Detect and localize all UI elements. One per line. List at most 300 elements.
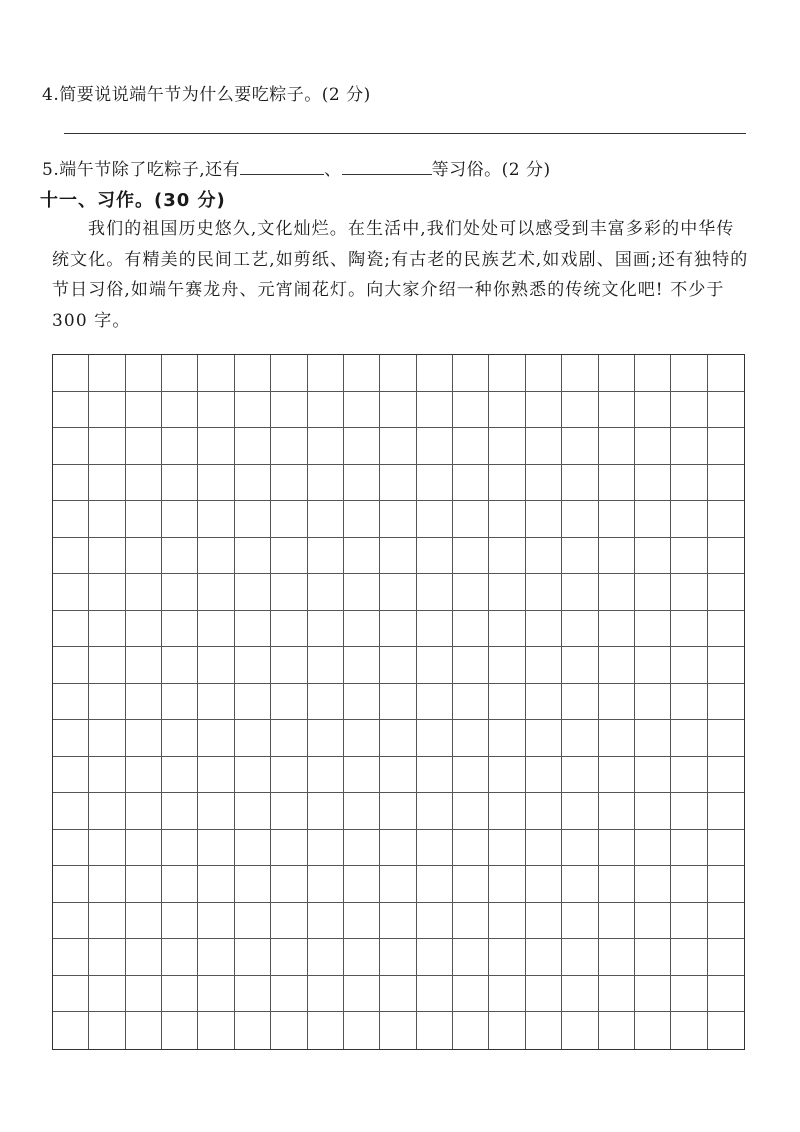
grid-cell[interactable]: [271, 976, 307, 1013]
question-5-blank-2[interactable]: [342, 158, 432, 175]
grid-cell[interactable]: [635, 976, 671, 1013]
grid-cell[interactable]: [89, 465, 125, 502]
grid-cell[interactable]: [380, 793, 416, 830]
grid-cell[interactable]: [489, 939, 525, 976]
grid-cell[interactable]: [198, 976, 234, 1013]
grid-cell[interactable]: [162, 976, 198, 1013]
grid-cell[interactable]: [635, 538, 671, 575]
grid-cell[interactable]: [562, 355, 598, 392]
grid-cell[interactable]: [453, 428, 489, 465]
grid-cell[interactable]: [526, 793, 562, 830]
grid-cell[interactable]: [708, 1012, 744, 1049]
grid-cell[interactable]: [198, 428, 234, 465]
grid-cell[interactable]: [308, 757, 344, 794]
grid-cell[interactable]: [198, 830, 234, 867]
grid-cell[interactable]: [562, 866, 598, 903]
grid-cell[interactable]: [708, 501, 744, 538]
grid-cell[interactable]: [271, 611, 307, 648]
grid-cell[interactable]: [417, 866, 453, 903]
grid-cell[interactable]: [308, 793, 344, 830]
grid-cell[interactable]: [126, 720, 162, 757]
grid-cell[interactable]: [526, 392, 562, 429]
grid-cell[interactable]: [562, 392, 598, 429]
grid-cell[interactable]: [53, 538, 89, 575]
grid-cell[interactable]: [489, 757, 525, 794]
grid-cell[interactable]: [489, 684, 525, 721]
grid-cell[interactable]: [271, 793, 307, 830]
grid-cell[interactable]: [344, 903, 380, 940]
grid-cell[interactable]: [562, 757, 598, 794]
grid-cell[interactable]: [162, 757, 198, 794]
grid-cell[interactable]: [89, 428, 125, 465]
grid-cell[interactable]: [526, 939, 562, 976]
grid-cell[interactable]: [344, 720, 380, 757]
grid-cell[interactable]: [635, 465, 671, 502]
grid-cell[interactable]: [53, 866, 89, 903]
question-5-blank-1[interactable]: [240, 158, 324, 175]
grid-cell[interactable]: [53, 720, 89, 757]
grid-cell[interactable]: [53, 684, 89, 721]
grid-cell[interactable]: [380, 757, 416, 794]
grid-cell[interactable]: [671, 355, 707, 392]
grid-cell[interactable]: [344, 866, 380, 903]
grid-cell[interactable]: [162, 392, 198, 429]
grid-cell[interactable]: [671, 976, 707, 1013]
question-4-answer-line[interactable]: [64, 133, 746, 134]
grid-cell[interactable]: [162, 465, 198, 502]
grid-cell[interactable]: [417, 976, 453, 1013]
grid-cell[interactable]: [708, 720, 744, 757]
grid-cell[interactable]: [417, 574, 453, 611]
grid-cell[interactable]: [417, 684, 453, 721]
grid-cell[interactable]: [126, 684, 162, 721]
grid-cell[interactable]: [235, 903, 271, 940]
grid-cell[interactable]: [53, 611, 89, 648]
grid-cell[interactable]: [562, 538, 598, 575]
grid-cell[interactable]: [599, 574, 635, 611]
grid-cell[interactable]: [308, 355, 344, 392]
grid-cell[interactable]: [599, 903, 635, 940]
grid-cell[interactable]: [562, 574, 598, 611]
grid-cell[interactable]: [526, 647, 562, 684]
grid-cell[interactable]: [417, 428, 453, 465]
grid-cell[interactable]: [126, 1012, 162, 1049]
grid-cell[interactable]: [162, 903, 198, 940]
grid-cell[interactable]: [671, 465, 707, 502]
grid-cell[interactable]: [599, 684, 635, 721]
grid-cell[interactable]: [599, 501, 635, 538]
grid-cell[interactable]: [635, 793, 671, 830]
grid-cell[interactable]: [53, 501, 89, 538]
grid-cell[interactable]: [453, 355, 489, 392]
grid-cell[interactable]: [126, 757, 162, 794]
grid-cell[interactable]: [198, 866, 234, 903]
grid-cell[interactable]: [308, 392, 344, 429]
grid-cell[interactable]: [89, 793, 125, 830]
grid-cell[interactable]: [526, 355, 562, 392]
grid-cell[interactable]: [489, 647, 525, 684]
grid-cell[interactable]: [599, 866, 635, 903]
grid-cell[interactable]: [380, 501, 416, 538]
grid-cell[interactable]: [417, 1012, 453, 1049]
grid-cell[interactable]: [380, 720, 416, 757]
grid-cell[interactable]: [562, 720, 598, 757]
grid-cell[interactable]: [344, 355, 380, 392]
grid-cell[interactable]: [453, 611, 489, 648]
grid-cell[interactable]: [308, 830, 344, 867]
grid-cell[interactable]: [162, 355, 198, 392]
grid-cell[interactable]: [198, 574, 234, 611]
grid-cell[interactable]: [489, 793, 525, 830]
grid-cell[interactable]: [599, 830, 635, 867]
grid-cell[interactable]: [708, 355, 744, 392]
grid-cell[interactable]: [89, 647, 125, 684]
grid-cell[interactable]: [708, 903, 744, 940]
grid-cell[interactable]: [380, 1012, 416, 1049]
grid-cell[interactable]: [453, 903, 489, 940]
grid-cell[interactable]: [635, 684, 671, 721]
grid-cell[interactable]: [671, 501, 707, 538]
grid-cell[interactable]: [417, 830, 453, 867]
grid-cell[interactable]: [526, 757, 562, 794]
grid-cell[interactable]: [708, 647, 744, 684]
grid-cell[interactable]: [53, 465, 89, 502]
grid-cell[interactable]: [235, 647, 271, 684]
grid-cell[interactable]: [708, 574, 744, 611]
grid-cell[interactable]: [417, 903, 453, 940]
grid-cell[interactable]: [708, 976, 744, 1013]
grid-cell[interactable]: [489, 976, 525, 1013]
grid-cell[interactable]: [562, 611, 598, 648]
grid-cell[interactable]: [489, 830, 525, 867]
grid-cell[interactable]: [489, 428, 525, 465]
grid-cell[interactable]: [344, 574, 380, 611]
grid-cell[interactable]: [344, 392, 380, 429]
grid-cell[interactable]: [53, 939, 89, 976]
grid-cell[interactable]: [562, 501, 598, 538]
grid-cell[interactable]: [489, 720, 525, 757]
grid-cell[interactable]: [380, 465, 416, 502]
grid-cell[interactable]: [599, 611, 635, 648]
grid-cell[interactable]: [235, 720, 271, 757]
grid-cell[interactable]: [417, 793, 453, 830]
grid-cell[interactable]: [671, 392, 707, 429]
grid-cell[interactable]: [308, 428, 344, 465]
grid-cell[interactable]: [235, 538, 271, 575]
grid-cell[interactable]: [708, 830, 744, 867]
grid-cell[interactable]: [562, 939, 598, 976]
grid-cell[interactable]: [271, 355, 307, 392]
grid-cell[interactable]: [453, 976, 489, 1013]
grid-cell[interactable]: [308, 574, 344, 611]
grid-cell[interactable]: [89, 574, 125, 611]
grid-cell[interactable]: [526, 684, 562, 721]
grid-cell[interactable]: [380, 392, 416, 429]
grid-cell[interactable]: [635, 903, 671, 940]
grid-cell[interactable]: [562, 903, 598, 940]
grid-cell[interactable]: [89, 1012, 125, 1049]
grid-cell[interactable]: [489, 392, 525, 429]
grid-cell[interactable]: [126, 428, 162, 465]
grid-cell[interactable]: [308, 684, 344, 721]
grid-cell[interactable]: [708, 392, 744, 429]
grid-cell[interactable]: [89, 866, 125, 903]
grid-cell[interactable]: [53, 830, 89, 867]
grid-cell[interactable]: [635, 611, 671, 648]
composition-grid[interactable]: [52, 354, 745, 1050]
grid-cell[interactable]: [599, 465, 635, 502]
grid-cell[interactable]: [198, 757, 234, 794]
grid-cell[interactable]: [635, 866, 671, 903]
grid-cell[interactable]: [162, 793, 198, 830]
grid-cell[interactable]: [708, 866, 744, 903]
grid-cell[interactable]: [453, 720, 489, 757]
grid-cell[interactable]: [198, 684, 234, 721]
grid-cell[interactable]: [198, 939, 234, 976]
grid-cell[interactable]: [271, 428, 307, 465]
grid-cell[interactable]: [126, 538, 162, 575]
grid-cell[interactable]: [308, 939, 344, 976]
grid-cell[interactable]: [708, 793, 744, 830]
grid-cell[interactable]: [344, 757, 380, 794]
grid-cell[interactable]: [198, 903, 234, 940]
grid-cell[interactable]: [453, 866, 489, 903]
grid-cell[interactable]: [235, 501, 271, 538]
grid-cell[interactable]: [162, 647, 198, 684]
grid-cell[interactable]: [271, 392, 307, 429]
grid-cell[interactable]: [89, 611, 125, 648]
grid-cell[interactable]: [708, 465, 744, 502]
grid-cell[interactable]: [126, 392, 162, 429]
grid-cell[interactable]: [635, 757, 671, 794]
grid-cell[interactable]: [599, 428, 635, 465]
grid-cell[interactable]: [453, 939, 489, 976]
grid-cell[interactable]: [380, 903, 416, 940]
grid-cell[interactable]: [599, 1012, 635, 1049]
grid-cell[interactable]: [126, 793, 162, 830]
grid-cell[interactable]: [526, 538, 562, 575]
grid-cell[interactable]: [235, 976, 271, 1013]
grid-cell[interactable]: [380, 611, 416, 648]
grid-cell[interactable]: [271, 720, 307, 757]
grid-cell[interactable]: [162, 538, 198, 575]
grid-cell[interactable]: [162, 428, 198, 465]
grid-cell[interactable]: [671, 866, 707, 903]
grid-cell[interactable]: [453, 392, 489, 429]
grid-cell[interactable]: [162, 684, 198, 721]
grid-cell[interactable]: [380, 976, 416, 1013]
grid-cell[interactable]: [271, 574, 307, 611]
grid-cell[interactable]: [562, 465, 598, 502]
grid-cell[interactable]: [489, 574, 525, 611]
grid-cell[interactable]: [671, 647, 707, 684]
grid-cell[interactable]: [308, 611, 344, 648]
grid-cell[interactable]: [162, 866, 198, 903]
grid-cell[interactable]: [526, 903, 562, 940]
grid-cell[interactable]: [162, 939, 198, 976]
grid-cell[interactable]: [53, 793, 89, 830]
grid-cell[interactable]: [671, 793, 707, 830]
grid-cell[interactable]: [89, 976, 125, 1013]
grid-cell[interactable]: [89, 501, 125, 538]
grid-cell[interactable]: [417, 757, 453, 794]
grid-cell[interactable]: [308, 720, 344, 757]
grid-cell[interactable]: [635, 720, 671, 757]
grid-cell[interactable]: [489, 611, 525, 648]
grid-cell[interactable]: [126, 465, 162, 502]
grid-cell[interactable]: [344, 684, 380, 721]
grid-cell[interactable]: [635, 574, 671, 611]
grid-cell[interactable]: [489, 1012, 525, 1049]
grid-cell[interactable]: [671, 538, 707, 575]
grid-cell[interactable]: [417, 465, 453, 502]
grid-cell[interactable]: [417, 355, 453, 392]
grid-cell[interactable]: [489, 465, 525, 502]
grid-cell[interactable]: [198, 647, 234, 684]
grid-cell[interactable]: [453, 501, 489, 538]
grid-cell[interactable]: [53, 428, 89, 465]
grid-cell[interactable]: [380, 538, 416, 575]
grid-cell[interactable]: [453, 538, 489, 575]
grid-cell[interactable]: [635, 830, 671, 867]
grid-cell[interactable]: [453, 574, 489, 611]
grid-cell[interactable]: [489, 501, 525, 538]
grid-cell[interactable]: [526, 428, 562, 465]
grid-cell[interactable]: [235, 392, 271, 429]
grid-cell[interactable]: [599, 392, 635, 429]
grid-cell[interactable]: [126, 939, 162, 976]
grid-cell[interactable]: [53, 647, 89, 684]
grid-cell[interactable]: [453, 684, 489, 721]
grid-cell[interactable]: [235, 793, 271, 830]
grid-cell[interactable]: [562, 1012, 598, 1049]
grid-cell[interactable]: [562, 830, 598, 867]
grid-cell[interactable]: [380, 355, 416, 392]
grid-cell[interactable]: [198, 720, 234, 757]
grid-cell[interactable]: [271, 501, 307, 538]
grid-cell[interactable]: [126, 611, 162, 648]
grid-cell[interactable]: [308, 647, 344, 684]
grid-cell[interactable]: [89, 903, 125, 940]
grid-cell[interactable]: [271, 465, 307, 502]
grid-cell[interactable]: [126, 903, 162, 940]
grid-cell[interactable]: [671, 757, 707, 794]
grid-cell[interactable]: [708, 757, 744, 794]
grid-cell[interactable]: [198, 538, 234, 575]
grid-cell[interactable]: [417, 538, 453, 575]
grid-cell[interactable]: [89, 392, 125, 429]
grid-cell[interactable]: [271, 757, 307, 794]
grid-cell[interactable]: [708, 684, 744, 721]
grid-cell[interactable]: [89, 684, 125, 721]
grid-cell[interactable]: [489, 903, 525, 940]
grid-cell[interactable]: [380, 647, 416, 684]
grid-cell[interactable]: [453, 793, 489, 830]
grid-cell[interactable]: [271, 647, 307, 684]
grid-cell[interactable]: [126, 501, 162, 538]
grid-cell[interactable]: [599, 355, 635, 392]
grid-cell[interactable]: [53, 392, 89, 429]
grid-cell[interactable]: [235, 684, 271, 721]
grid-cell[interactable]: [235, 830, 271, 867]
grid-cell[interactable]: [526, 830, 562, 867]
grid-cell[interactable]: [126, 830, 162, 867]
grid-cell[interactable]: [308, 903, 344, 940]
grid-cell[interactable]: [235, 866, 271, 903]
grid-cell[interactable]: [126, 574, 162, 611]
grid-cell[interactable]: [344, 611, 380, 648]
grid-cell[interactable]: [308, 1012, 344, 1049]
grid-cell[interactable]: [89, 939, 125, 976]
grid-cell[interactable]: [489, 538, 525, 575]
grid-cell[interactable]: [89, 830, 125, 867]
grid-cell[interactable]: [235, 355, 271, 392]
grid-cell[interactable]: [271, 684, 307, 721]
grid-cell[interactable]: [417, 939, 453, 976]
grid-cell[interactable]: [489, 866, 525, 903]
grid-cell[interactable]: [526, 866, 562, 903]
grid-cell[interactable]: [526, 465, 562, 502]
grid-cell[interactable]: [235, 611, 271, 648]
grid-cell[interactable]: [344, 647, 380, 684]
grid-cell[interactable]: [599, 538, 635, 575]
grid-cell[interactable]: [417, 647, 453, 684]
grid-cell[interactable]: [162, 611, 198, 648]
grid-cell[interactable]: [453, 647, 489, 684]
grid-cell[interactable]: [526, 501, 562, 538]
grid-cell[interactable]: [235, 428, 271, 465]
grid-cell[interactable]: [526, 611, 562, 648]
grid-cell[interactable]: [235, 465, 271, 502]
grid-cell[interactable]: [271, 1012, 307, 1049]
grid-cell[interactable]: [271, 538, 307, 575]
grid-cell[interactable]: [635, 501, 671, 538]
grid-cell[interactable]: [562, 428, 598, 465]
grid-cell[interactable]: [198, 355, 234, 392]
grid-cell[interactable]: [198, 1012, 234, 1049]
grid-cell[interactable]: [344, 939, 380, 976]
grid-cell[interactable]: [526, 574, 562, 611]
grid-cell[interactable]: [562, 647, 598, 684]
grid-cell[interactable]: [126, 976, 162, 1013]
grid-cell[interactable]: [344, 976, 380, 1013]
grid-cell[interactable]: [271, 866, 307, 903]
grid-cell[interactable]: [526, 976, 562, 1013]
grid-cell[interactable]: [162, 830, 198, 867]
grid-cell[interactable]: [126, 866, 162, 903]
grid-cell[interactable]: [344, 830, 380, 867]
grid-cell[interactable]: [162, 720, 198, 757]
grid-cell[interactable]: [89, 538, 125, 575]
grid-cell[interactable]: [53, 1012, 89, 1049]
grid-cell[interactable]: [89, 355, 125, 392]
grid-cell[interactable]: [308, 465, 344, 502]
grid-cell[interactable]: [344, 428, 380, 465]
grid-cell[interactable]: [53, 903, 89, 940]
grid-cell[interactable]: [635, 647, 671, 684]
grid-cell[interactable]: [671, 939, 707, 976]
grid-cell[interactable]: [489, 355, 525, 392]
grid-cell[interactable]: [453, 465, 489, 502]
grid-cell[interactable]: [671, 574, 707, 611]
grid-cell[interactable]: [89, 720, 125, 757]
grid-cell[interactable]: [562, 793, 598, 830]
grid-cell[interactable]: [235, 757, 271, 794]
grid-cell[interactable]: [526, 720, 562, 757]
grid-cell[interactable]: [380, 428, 416, 465]
grid-cell[interactable]: [89, 757, 125, 794]
grid-cell[interactable]: [671, 428, 707, 465]
